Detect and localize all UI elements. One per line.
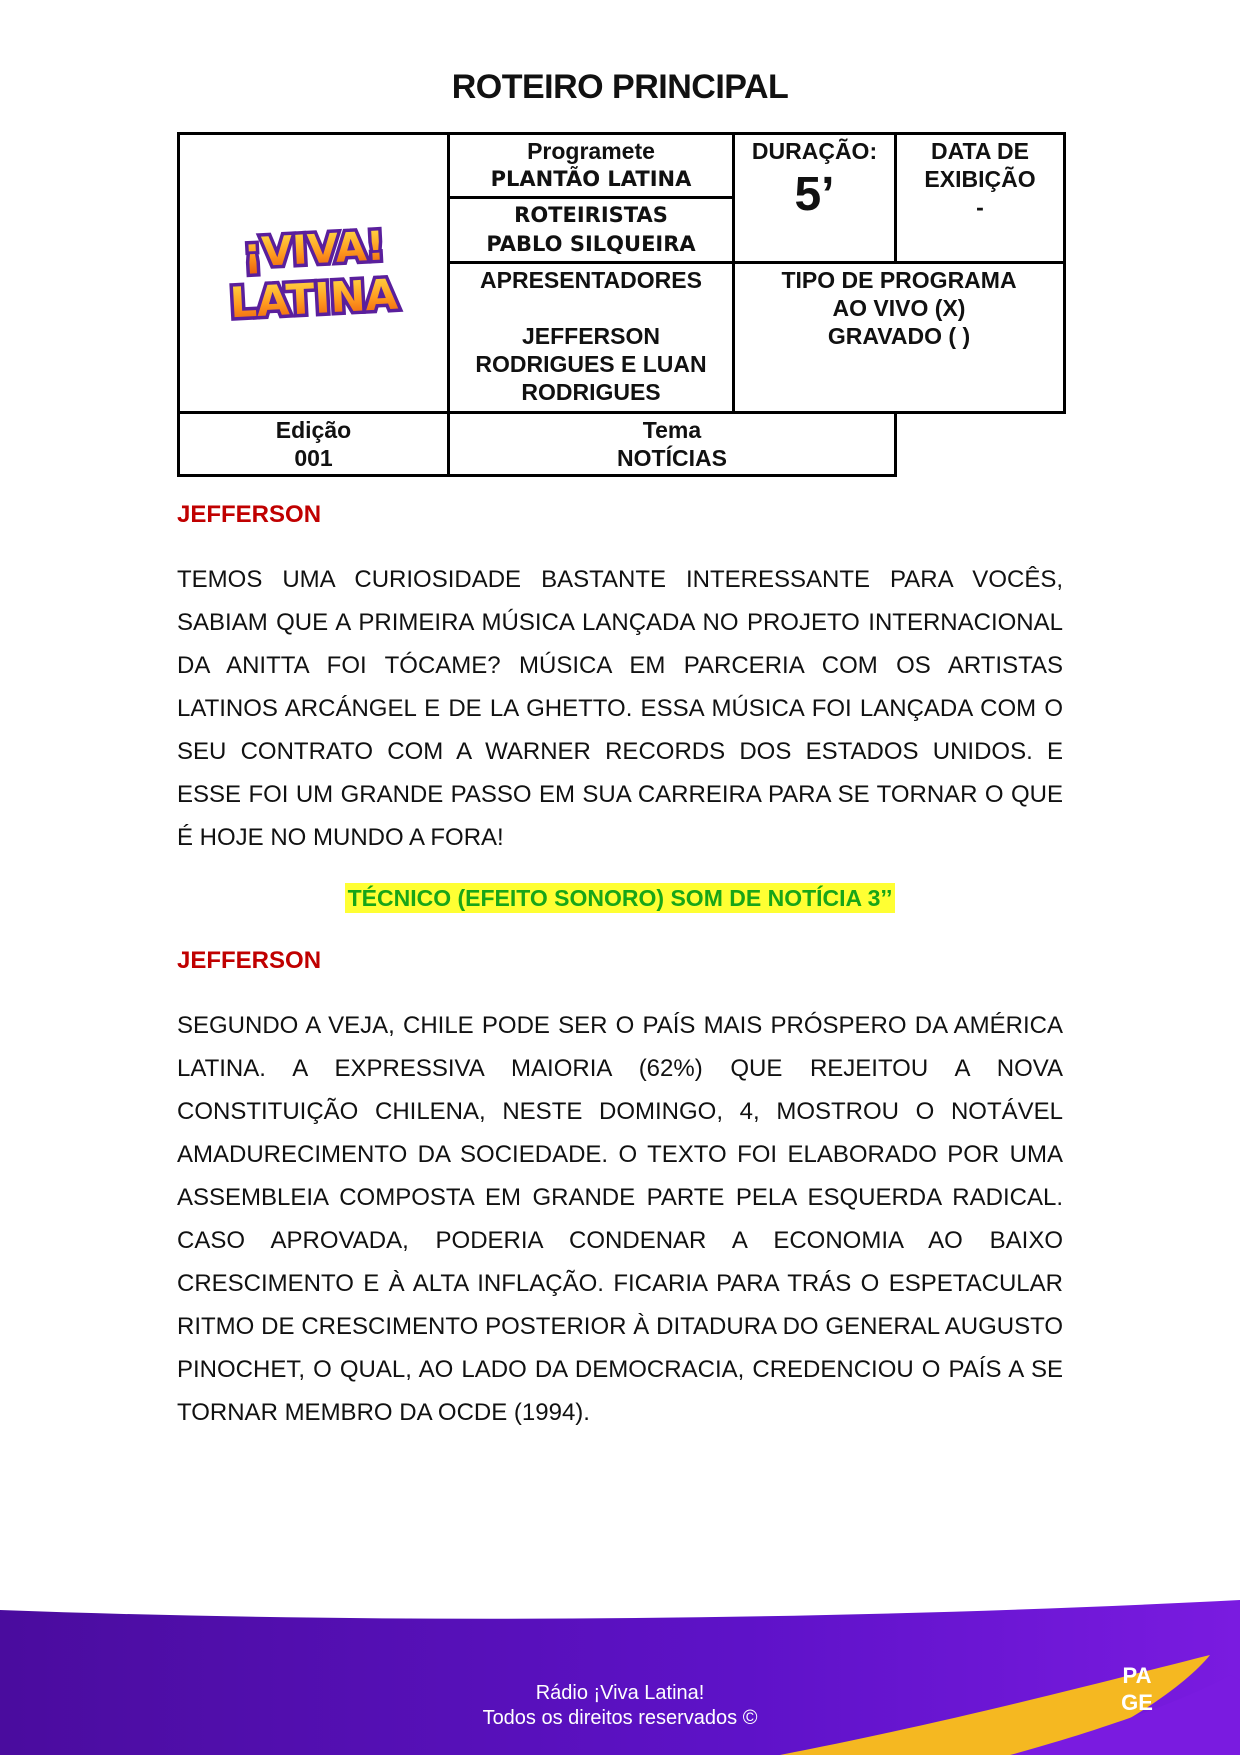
date-label-1: DATA DE — [931, 138, 1029, 164]
page-mark — [1110, 1662, 1164, 1716]
footer-line-1: Rádio ¡Viva Latina! — [535, 1682, 705, 1704]
program-info-table — [177, 132, 1066, 477]
technical-cue-text: TÉCNICO (EFEITO SONORO) SOM DE NOTÍCIA 3’’ — [345, 883, 896, 913]
writers-value: PABLO SILQUEIRA — [486, 232, 696, 256]
theme-label: Tema — [642, 417, 702, 443]
footer-band — [0, 1600, 1240, 1755]
footer-line-2: Todos os direitos reservados © — [482, 1707, 758, 1729]
speaker-label: JEFFERSON — [177, 947, 322, 974]
theme-cell — [449, 413, 896, 476]
viva-latina-logo — [214, 205, 414, 335]
program-type-live: AO VIVO (X) — [832, 295, 966, 321]
script-paragraph: TEMOS UMA CURIOSIDADE BASTANTE INTERESSANTE PARA VOCÊS, SABIAM QUE A PRIMEIRA MÚSICA LANÇADA NO PROJETO INTERNACIONAL DA ANITTA FOI TÓCAME? MÚSICA EM PARCERIA COM OS ARTISTAS LATINOS ARCÁNGEL E DE LA GHETTO. ESSA MÚSICA FOI LANÇADA COM O SEU CONTRATO COM A WARNER RECORDS DOS ESTADOS UNIDOS. E ESSE FOI UM GRANDE PASSO EM SUA CARREIRA PARA SE TORNAR O QUE É HOJE NO MUNDO A FORA! — [177, 566, 1063, 851]
theme-value: NOTÍCIAS — [617, 445, 727, 471]
program-type-label: TIPO DE PROGRAMA — [781, 267, 1017, 293]
duration-label: DURAÇÃO: — [751, 138, 878, 164]
presenters-label: APRESENTADORES — [480, 267, 702, 293]
presenters-cell — [449, 263, 734, 413]
page-mark-line-2: GE — [1121, 1690, 1153, 1715]
logo-cell — [179, 134, 449, 413]
edition-value: 001 — [294, 445, 333, 471]
page-mark-line-1: PA — [1122, 1663, 1152, 1688]
document-title: ROTEIRO PRINCIPAL — [451, 68, 789, 106]
program-cell — [449, 134, 734, 198]
script-paragraph: SEGUNDO A VEJA, CHILE PODE SER O PAÍS MAIS PRÓSPERO DA AMÉRICA LATINA. A EXPRESSIVA MAIORIA (62%) QUE REJEITOU A NOVA CONSTITUIÇÃO CHILENA, NESTE DOMINGO, 4, MOSTROU O NOTÁVEL AMADURECIMENTO DA SOCIEDADE. O TEXTO FOI ELABORADO POR UMA ASSEMBLEIA COMPOSTA EM GRANDE PARTE PELA ESQUERDA RADICAL. CASO APROVADA, PODERIA CONDENAR A ECONOMIA AO BAIXO CRESCIMENTO E À ALTA INFLAÇÃO. FICARIA PARA TRÁS O ESPETACULAR RITMO DE CRESCIMENTO POSTERIOR À DITADURA DO GENERAL AUGUSTO PINOCHET, O QUAL, AO LADO DA DEMOCRACIA, CREDENCIOU O PAÍS A SE TORNAR MEMBRO DA OCDE (1994). — [177, 1012, 1063, 1426]
duration-value: 5’ — [794, 168, 835, 221]
presenters-value: JEFFERSON RODRIGUES E LUAN RODRIGUES — [475, 323, 707, 405]
edition-cell — [179, 413, 449, 476]
writers-label: ROTEIRISTAS — [514, 203, 668, 227]
writers-cell — [449, 198, 734, 263]
date-cell — [896, 134, 1065, 263]
logo-line-1: ¡VIVA! — [241, 223, 386, 277]
program-type-recorded: GRAVADO ( ) — [827, 323, 971, 349]
program-value: PLANTÃO LATINA — [490, 167, 692, 191]
date-value: - — [976, 194, 984, 220]
speaker-label: JEFFERSON — [177, 501, 322, 528]
logo-line-2: LATINA — [228, 269, 399, 328]
technical-cue — [0, 885, 1240, 912]
program-type-cell — [734, 263, 1065, 413]
edition-label: Edição — [275, 417, 352, 443]
date-label-2: EXIBIÇÃO — [924, 166, 1036, 192]
program-label: Programete — [527, 138, 655, 164]
duration-cell — [734, 134, 896, 263]
